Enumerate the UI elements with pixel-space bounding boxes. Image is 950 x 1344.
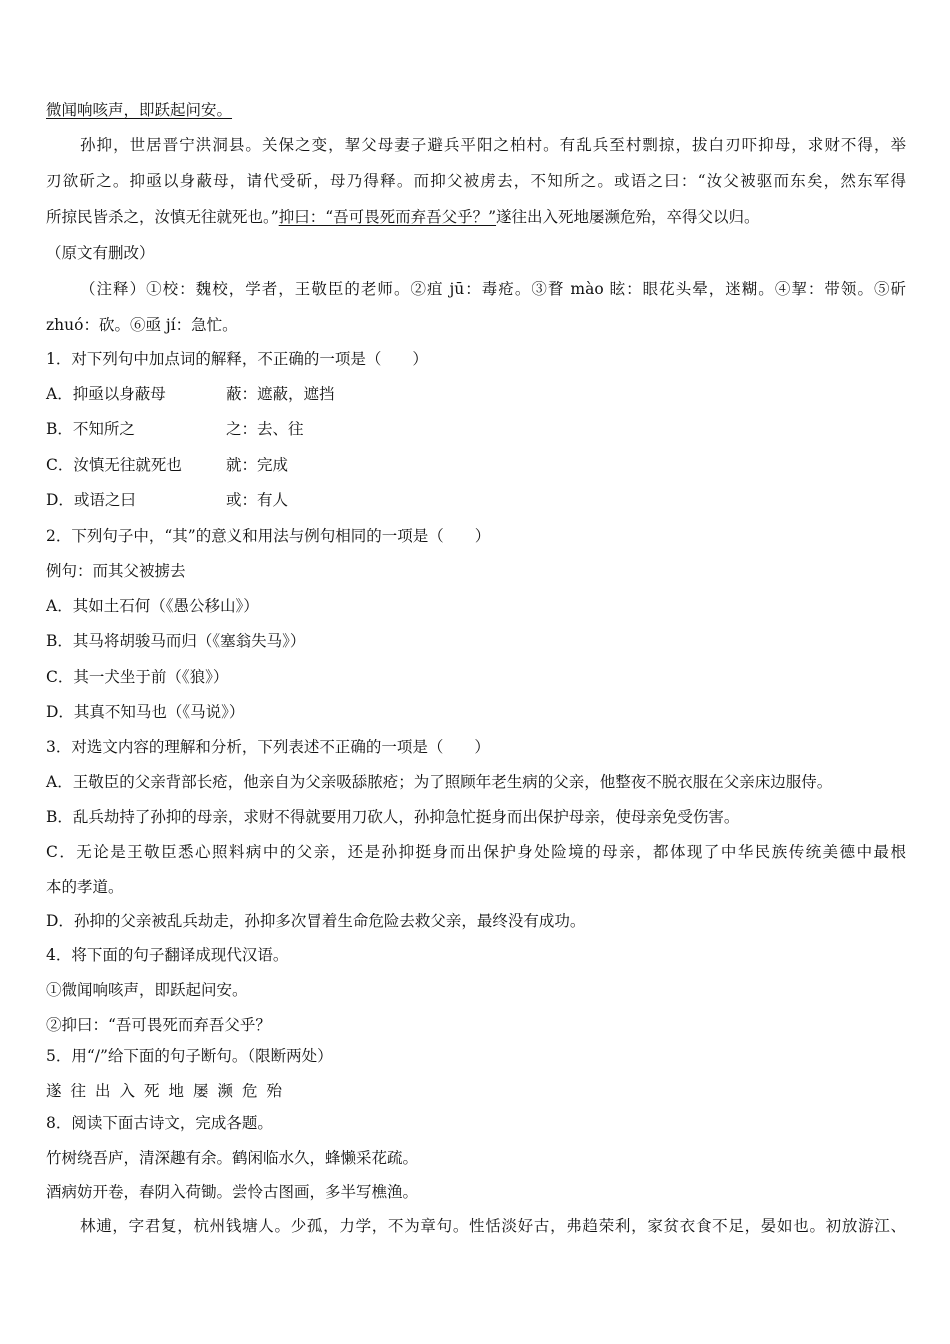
passage-paragraph-line: 刃欲斫之。抑亟以身蔽母，请代受斫，母乃得释。而抑父被虏去，不知所之。或语之曰：“汝父被驱而东矣，然东军得: [46, 172, 906, 190]
poem-line: 酒病妨开卷，春阴入荷锄。尝怜古图画，多半写樵渔。: [46, 1183, 419, 1201]
question-3-stem: 3．对选文内容的理解和分析，下列表述不正确的一项是（ ）: [46, 738, 490, 756]
question-2-option-b: B．其马将胡骏马而归（《塞翁失马》）: [46, 632, 306, 650]
passage-text: 遂往出入死地屡濒危殆，卒得父以归。: [496, 208, 760, 226]
annotation-line: （注释）①校：魏校，学者，王敬臣的老师。②疽 jū：毒疮。③瞀 mào 眩：眼花头晕，迷糊。④挈：带领。⑤斫: [80, 280, 906, 298]
question-1-option-b: [46, 419, 906, 439]
question-5-sentence: 遂往出入死地屡濒危殆: [46, 1082, 292, 1100]
question-5-stem: 5．用“/”给下面的句子断句。（限断两处）: [46, 1047, 333, 1065]
option-gloss: 蔽：遮蔽，遮挡: [226, 385, 335, 403]
question-4-stem: 4．将下面的句子翻译成现代汉语。: [46, 946, 289, 964]
passage-paragraph-line: 孙抑，世居晋宁洪洞县。关保之变，挈父母妻子避兵平阳之柏村。有乱兵至村剽掠，拔白刃吓抑母，求财不得，举: [80, 136, 906, 154]
passage-line-underlined: 微闻响咳声，即跃起问安。: [46, 101, 233, 119]
prose-line: 林逋，字君复，杭州钱塘人。少孤，力学，不为章句。性恬淡好古，弗趋荣利，家贫衣食不足，晏如也。初放游江、: [80, 1217, 906, 1235]
question-1-option-c: [46, 455, 906, 475]
question-2-stem: 2．下列句子中，“其”的意义和用法与例句相同的一项是（ ）: [46, 527, 491, 545]
question-2-example: 例句：而其父被掳去: [46, 562, 186, 580]
poem-line: 竹树绕吾庐，清深趣有余。鹤闲临水久，蜂懒采花疏。: [46, 1149, 419, 1167]
option-gloss: 就：完成: [226, 456, 289, 474]
question-2-option-c: C．其一犬坐于前（《狼》）: [46, 668, 229, 686]
question-3-option-c-continued: 本的孝道。: [46, 878, 124, 896]
option-gloss: 之：去、往: [226, 420, 304, 438]
passage-text: 所掠民皆杀之，汝慎无往就死也。”: [46, 208, 279, 226]
question-2-option-a: A．其如土石何（《愚公移山》）: [46, 597, 259, 615]
passage-paragraph-line: [46, 207, 906, 227]
option-label: A．抑亟以身蔽母: [46, 385, 166, 403]
source-note: （原文有删改）: [46, 244, 155, 262]
question-2-option-d: D．其真不知马也（《马说》）: [46, 703, 245, 721]
question-3-option-b: B．乱兵劫持了孙抑的母亲，求财不得就要用刀砍人，孙抑急忙挺身而出保护母亲，使母亲免受伤害。: [46, 808, 740, 826]
question-3-option-c: C．无论是王敬臣悉心照料病中的父亲，还是孙抑挺身而出保护身处险境的母亲，都体现了中华民族传统美德中最根: [46, 843, 906, 861]
question-1-option-a: [46, 384, 906, 404]
option-label: C．汝慎无往就死也: [46, 456, 182, 474]
question-4-item-1: ①微闻响咳声，即跃起问安。: [46, 981, 248, 999]
passage-underlined-quote: 抑曰：“吾可畏死而弃吾父乎？”: [278, 208, 497, 226]
option-label: B．不知所之: [46, 420, 135, 438]
question-4-item-2: ②抑曰：“吾可畏死而弃吾父乎？: [46, 1016, 271, 1034]
question-1-option-d: [46, 490, 906, 510]
option-gloss: 或：有人: [226, 491, 289, 509]
question-3-option-d: D．孙抑的父亲被乱兵劫走，孙抑多次冒着生命危险去救父亲，最终没有成功。: [46, 912, 586, 930]
question-1-stem: 1．对下列句中加点词的解释，不正确的一项是（ ）: [46, 350, 428, 368]
question-8-stem: 8．阅读下面古诗文，完成各题。: [46, 1114, 273, 1132]
question-3-option-a: A．王敬臣的父亲背部长疮，他亲自为父亲吸舔脓疮；为了照顾年老生病的父亲，他整夜不脱衣服在父亲床边服侍。: [46, 773, 833, 791]
option-label: D．或语之曰: [46, 491, 136, 509]
annotation-line: zhuó：砍。⑥亟 jí：急忙。: [46, 316, 238, 334]
